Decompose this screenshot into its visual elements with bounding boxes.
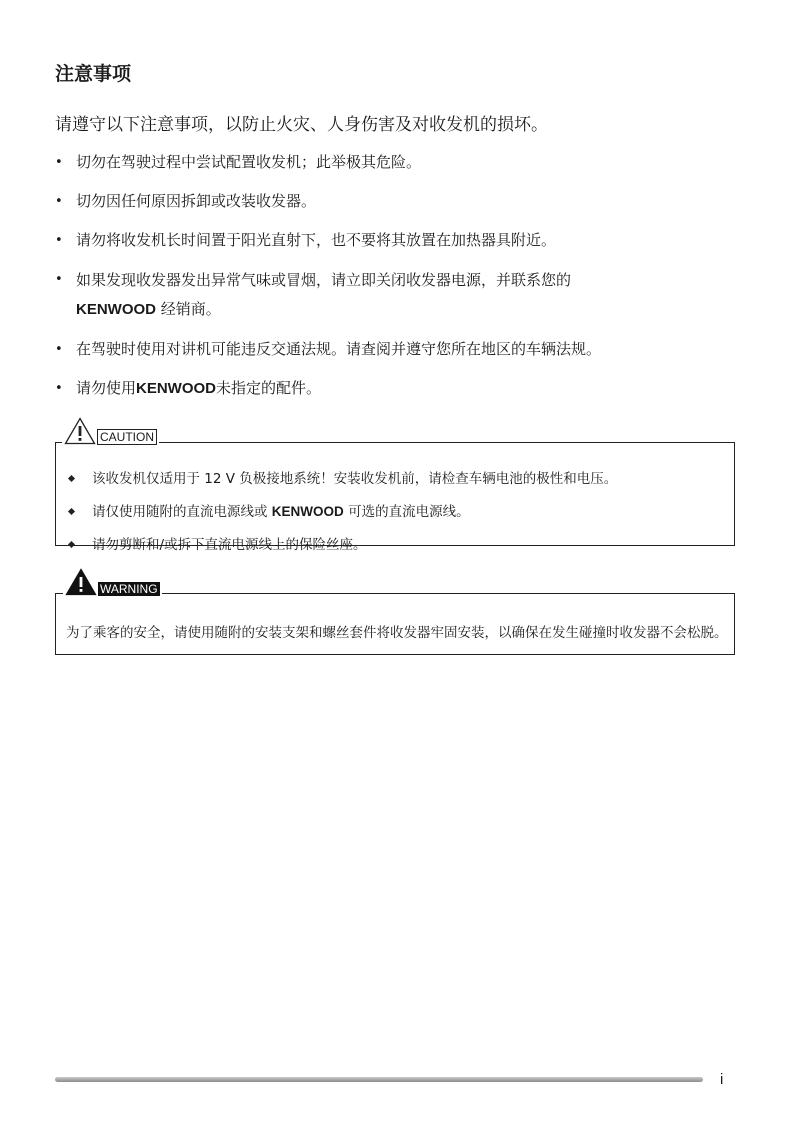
list-item-text: 未指定的配件。 [216, 379, 322, 397]
list-item [66, 536, 726, 569]
list-item-text: 如果发现收发器发出异常气味或冒烟，请立即关闭收发器电源，并联系您的 [76, 271, 572, 289]
list-item [66, 470, 726, 503]
list-item-text: 请勿使用 [76, 379, 137, 397]
caution-list [66, 470, 726, 569]
bullet-icon [68, 475, 75, 482]
warning-header [63, 574, 162, 596]
list-item-text: 可选的直流电源线。 [343, 504, 470, 520]
list-item-text: 该收发机仅适用于 12 V 负极接地系统！安装收发机前，请检查车辆电池的极性和电压。 [92, 471, 618, 487]
bullet-icon [68, 541, 75, 548]
caution-header [62, 423, 159, 445]
list-item-text: 经销商。 [156, 300, 221, 318]
precaution-list [55, 153, 745, 398]
list-item-text: 请仅使用随附的直流电源线或 [92, 504, 272, 520]
page-number: i [720, 1071, 724, 1088]
list-item [55, 340, 745, 359]
bullet-icon [68, 508, 75, 515]
intro-text: 请遵守以下注意事项，以防止火灾、人身伤害及对收发机的损坏。 [55, 115, 548, 135]
list-item [66, 503, 726, 536]
caution-triangle-icon [64, 417, 96, 445]
list-item-text: 切勿因任何原因拆卸或改装收发器。 [76, 192, 317, 210]
list-item-text: 切勿在驾驶过程中尝试配置收发机；此举极其危险。 [76, 153, 422, 171]
brand-name: KENWOOD [76, 301, 156, 318]
warning-text: 为了乘客的安全，请使用随附的安装支架和螺丝套件将收发器牢固安装，以确保在发生碰撞时收发器不会松脱。 [66, 625, 728, 641]
list-item [55, 379, 745, 398]
list-item [55, 153, 745, 172]
footer-rule [55, 1077, 703, 1082]
list-item [55, 231, 745, 250]
list-item [55, 270, 745, 320]
caution-label: CAUTION [97, 429, 157, 445]
list-item-text: 在驾驶时使用对讲机可能违反交通法规。请查阅并遵守您所在地区的车辆法规。 [76, 340, 602, 358]
caution-box [55, 430, 735, 553]
brand-name: KENWOOD [271, 504, 344, 519]
warning-label: WARNING [100, 582, 158, 596]
warning-triangle-icon [65, 568, 97, 596]
warning-box [55, 582, 735, 655]
list-item [55, 192, 745, 211]
list-item-text: 请勿将收发机长时间置于阳光直射下，也不要将其放置在加热器具附近。 [76, 231, 557, 249]
page-title: 注意事项 [55, 63, 132, 85]
brand-name: KENWOOD [136, 380, 217, 397]
list-item-text: 请勿剪断和/或拆下直流电源线上的保险丝座。 [92, 537, 367, 553]
